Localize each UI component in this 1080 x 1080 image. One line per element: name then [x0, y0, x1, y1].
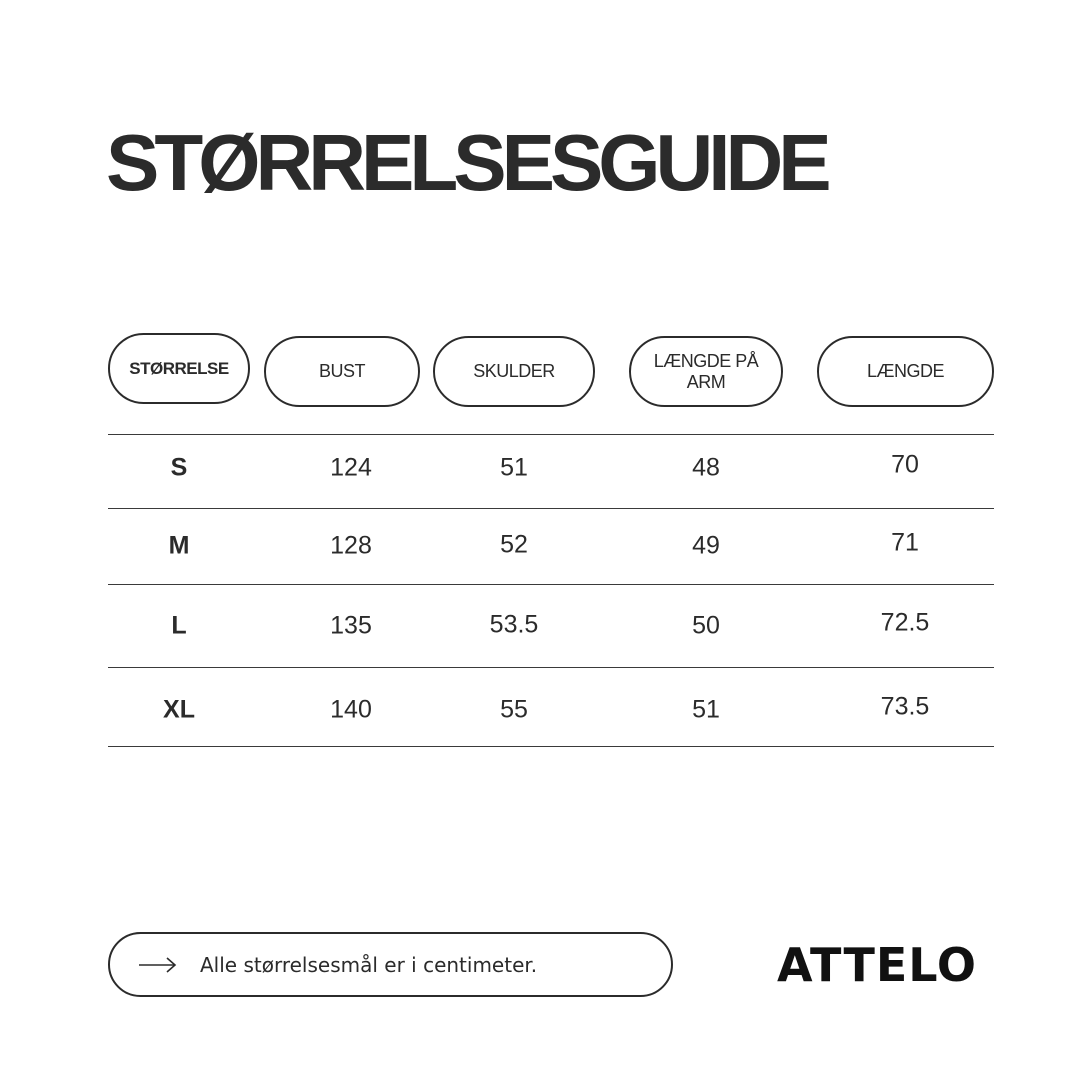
units-note-text: Alle størrelsesmål er i centimeter. [200, 952, 538, 977]
size-cell: XL [163, 695, 195, 724]
bust-cell: 135 [330, 611, 372, 640]
bust-cell: 128 [330, 531, 372, 560]
bust-cell: 124 [330, 453, 372, 482]
length-cell: 70 [891, 450, 919, 479]
length-cell: 73.5 [880, 692, 930, 721]
header-shoulder: SKULDER [433, 336, 595, 407]
sleeve-length-cell: 49 [692, 531, 720, 560]
arrow-right-icon [138, 954, 178, 976]
table-divider [108, 667, 994, 668]
shoulder-cell: 53.5 [489, 610, 539, 639]
brand-logo: ATTELO [777, 938, 978, 992]
bust-cell: 140 [330, 695, 372, 724]
table-divider [108, 434, 994, 435]
page-title: STØRRELSESGUIDE [106, 118, 827, 207]
sleeve-length-cell: 51 [692, 695, 720, 724]
shoulder-cell: 55 [500, 695, 528, 724]
length-cell: 71 [891, 528, 919, 557]
header-sleeve-length: LÆNGDE PÅ ARM [629, 336, 783, 407]
header-bust: BUST [264, 336, 420, 407]
table-divider [108, 746, 994, 747]
shoulder-cell: 51 [500, 453, 528, 482]
length-cell: 72.5 [880, 608, 930, 637]
table-divider [108, 584, 994, 585]
table-divider [108, 508, 994, 509]
shoulder-cell: 52 [500, 530, 528, 559]
sleeve-length-cell: 48 [692, 453, 720, 482]
size-cell: L [171, 611, 187, 640]
units-note [108, 932, 673, 997]
size-cell: M [168, 531, 190, 560]
sleeve-length-cell: 50 [692, 611, 720, 640]
header-length: LÆNGDE [817, 336, 994, 407]
size-cell: S [170, 453, 188, 482]
header-size: STØRRELSE [108, 333, 250, 404]
